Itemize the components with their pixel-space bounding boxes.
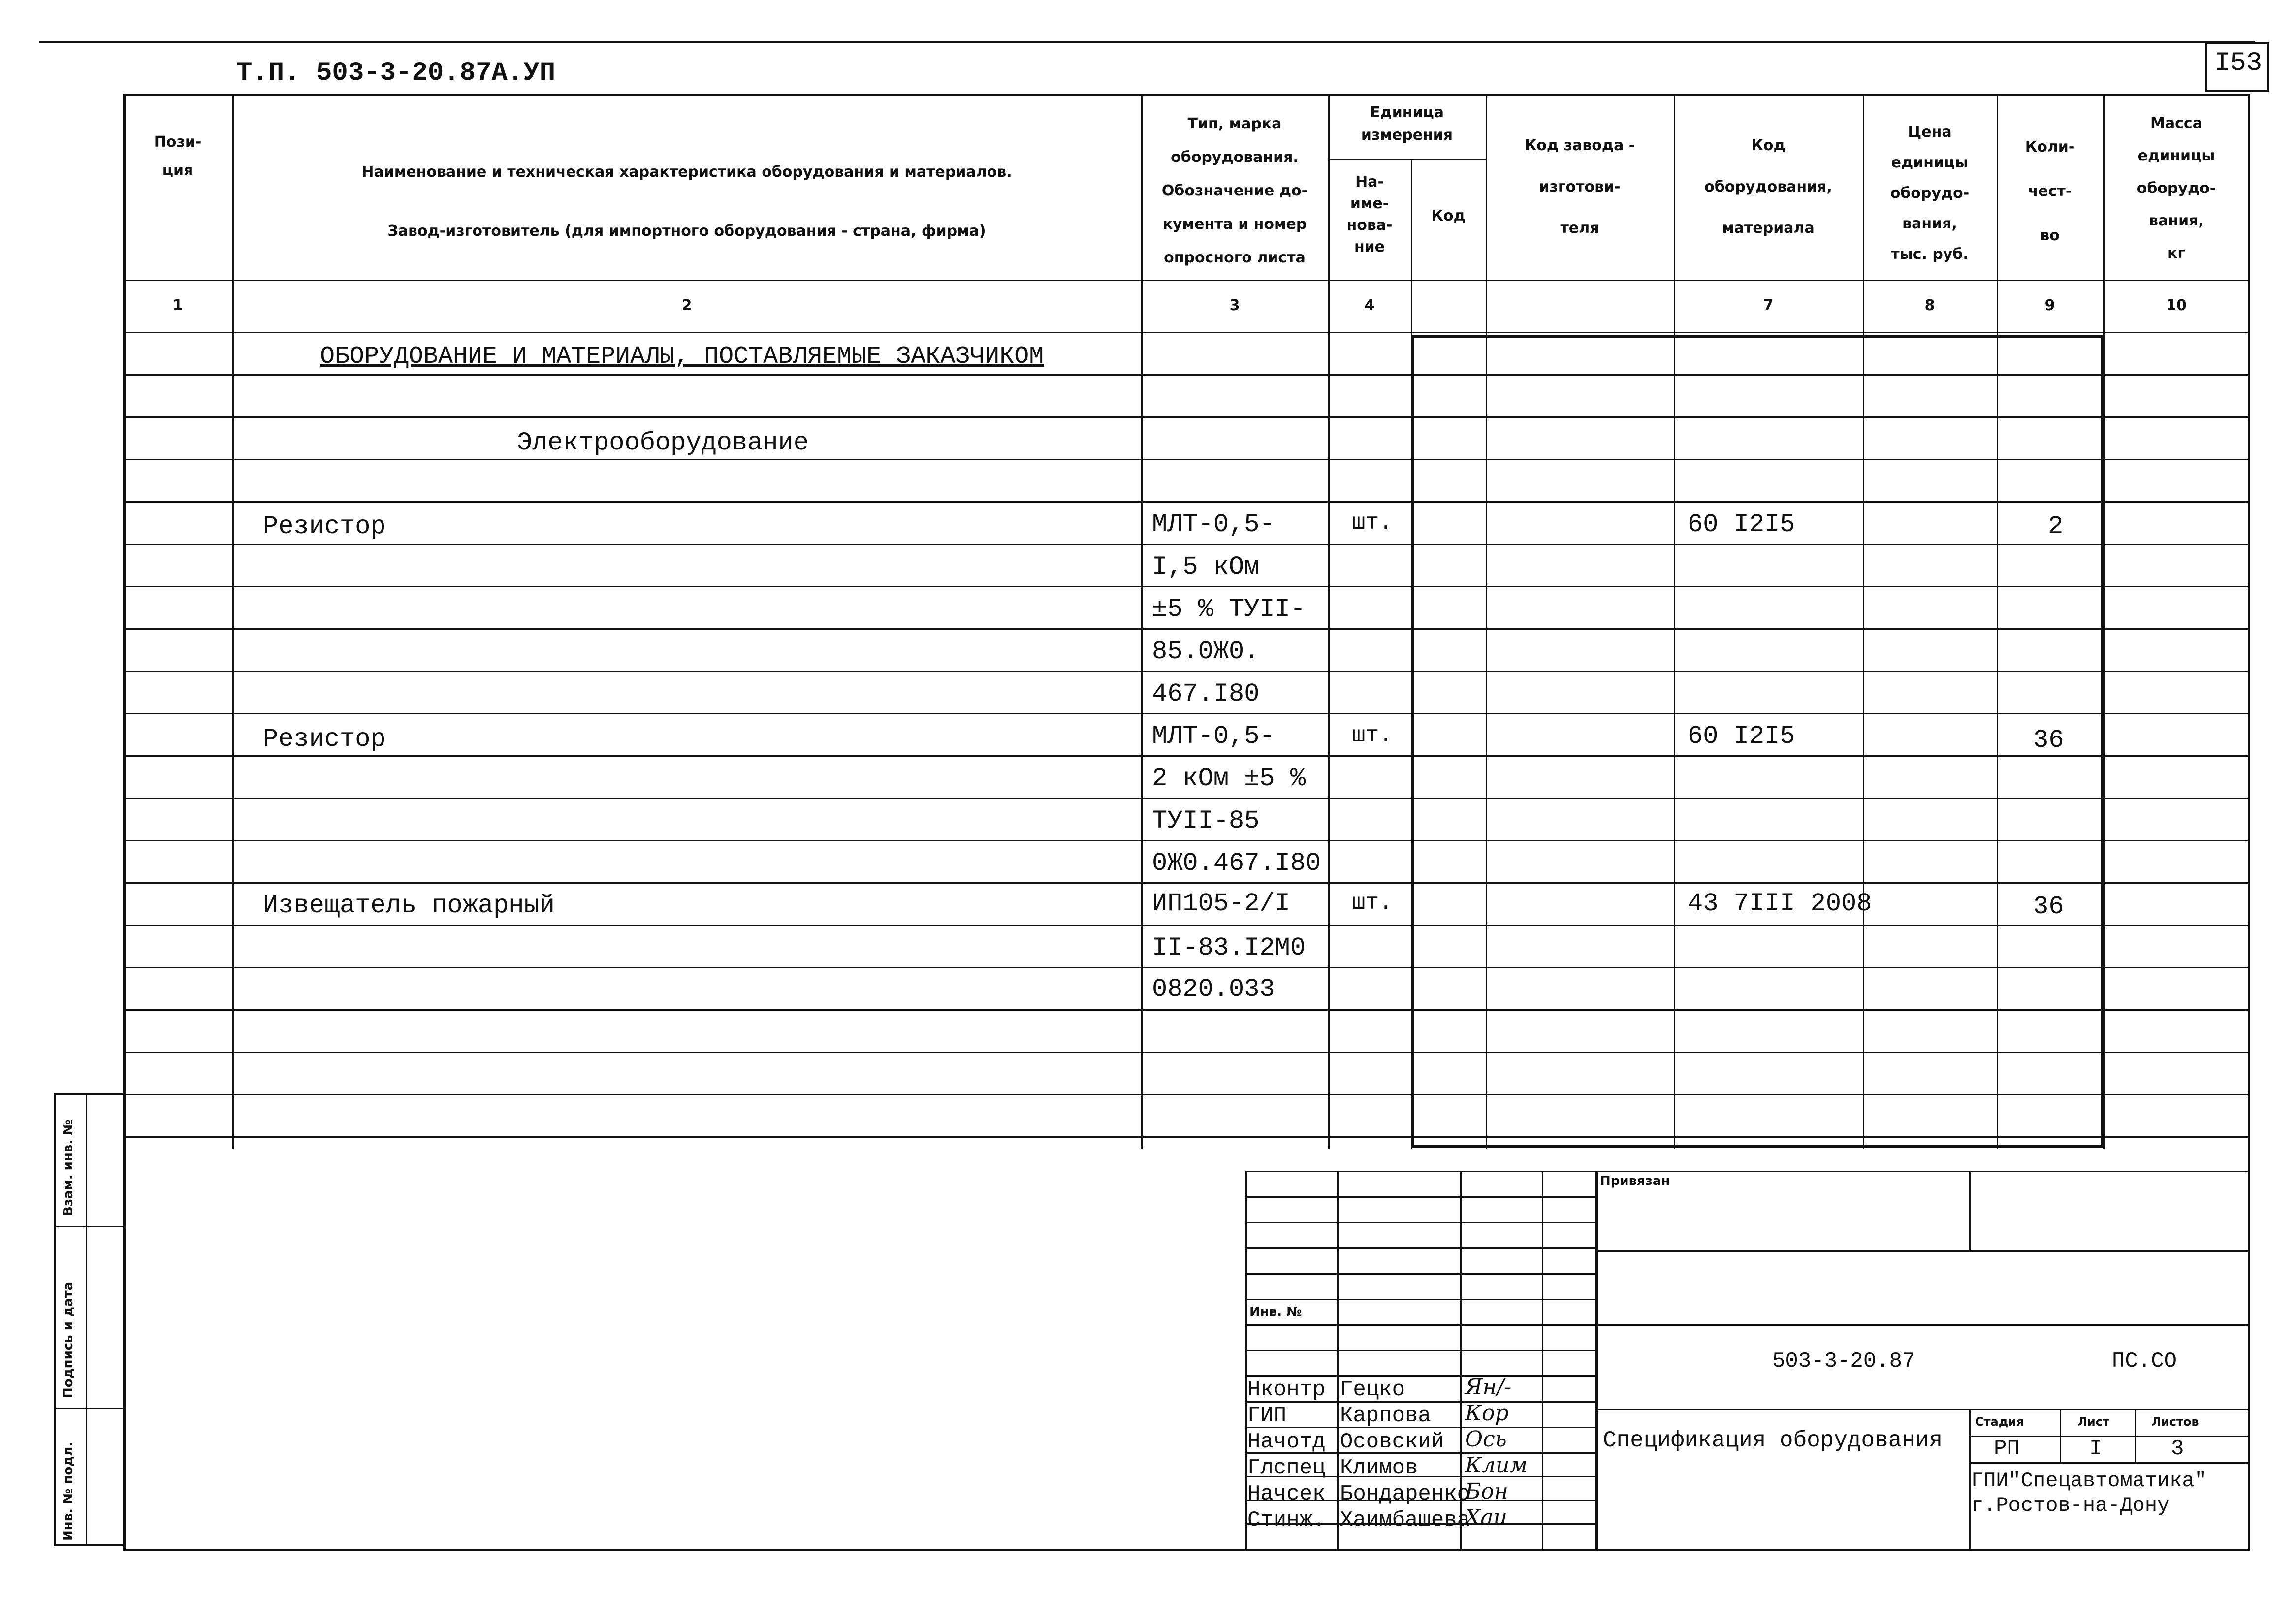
row-line (123, 501, 2250, 503)
row-line (123, 1094, 2250, 1095)
row-line (123, 1136, 2250, 1138)
title-block-line (1245, 1375, 1595, 1377)
signatory-role: Начсек (1247, 1482, 1326, 1506)
item-name: Резистор (263, 725, 386, 754)
top-rule (39, 41, 2255, 43)
row-line (123, 628, 2250, 630)
row-line (123, 586, 2250, 587)
signatory-name: Осовский (1340, 1430, 1444, 1454)
title-block-line (1245, 1299, 1595, 1300)
stage-value: РП (1994, 1437, 2020, 1461)
signatory-name: Карпова (1340, 1404, 1431, 1428)
page-number: I53 (2214, 48, 2263, 78)
hdr-price: Цена единицы оборудо- вания, тыс. руб. (1890, 124, 1970, 263)
signature: Хаи (1465, 1505, 1507, 1530)
hdr-equipment-code: Код оборудования, материала (1704, 137, 1832, 237)
signatory-name: Бондаренко (1340, 1482, 1470, 1506)
signature: Кор (1465, 1401, 1509, 1426)
row-line (123, 925, 2250, 926)
privyazan-label: Привязан (1600, 1174, 1670, 1188)
row-line (123, 671, 2250, 672)
hdr-name: Наименование и техническая характеристика оборудования и материалов. Завод-изготовитель (для импортного оборудования - страна, фирма) (361, 163, 1012, 240)
colnum-8: 8 (1924, 297, 1935, 314)
hdr-quantity: Коли- чест- во (2025, 138, 2075, 244)
doc-mark: ПС.СО (2112, 1349, 2177, 1374)
item-unit: шт. (1352, 723, 1393, 748)
row-line (123, 798, 2250, 799)
signatory-role: Стинж. (1247, 1508, 1326, 1533)
colnum-10: 10 (2166, 297, 2187, 314)
item-unit: шт. (1352, 890, 1393, 916)
row-line (123, 882, 2250, 884)
colnum-1: 1 (172, 297, 183, 314)
item-type: II-83.I2М0 (1152, 933, 1306, 962)
item-unit: шт. (1352, 510, 1393, 536)
colnum-9: 9 (2044, 297, 2055, 314)
hdr-factory-code: Код завода - изготови- теля (1524, 137, 1635, 237)
signatory-name: Климов (1340, 1456, 1418, 1480)
sheet-label: Лист (2077, 1415, 2109, 1429)
hdr-unit-group: Единица измерения (1361, 104, 1453, 144)
colnum-3: 3 (1229, 297, 1240, 314)
hdr-unit-code: Код (1431, 207, 1466, 224)
title-block-line (1245, 1222, 1595, 1223)
signatory-role: ГИП (1247, 1404, 1287, 1428)
row-line (123, 713, 2250, 714)
doc-code: 503-3-20.87 (1772, 1349, 1915, 1374)
signatory-role: Начотд (1247, 1430, 1326, 1454)
title-block-line (1245, 1196, 1595, 1198)
item-type: I,5 кОм (1152, 552, 1260, 581)
colnum-7: 7 (1763, 297, 1774, 314)
row-line (123, 755, 2250, 757)
row-line (123, 374, 2250, 376)
item-type: 85.0Ж0. (1152, 637, 1260, 666)
colnum-4: 4 (1364, 297, 1375, 314)
sheets-label: Листов (2151, 1415, 2199, 1429)
signatory-name: Хаимбашева (1340, 1508, 1470, 1533)
side-label-inv-orig: Инв. № подл. (61, 1441, 76, 1541)
item-type: МЛТ-0,5- (1152, 510, 1275, 539)
signatory-role: Нконтр (1247, 1377, 1326, 1402)
stage-label: Стадия (1975, 1415, 2024, 1429)
item-qty: 36 (2033, 726, 2064, 755)
signature: Клим (1465, 1453, 1528, 1478)
title-block-line (1245, 1324, 1595, 1326)
item-type: МЛТ-0,5- (1152, 722, 1275, 751)
row-line (123, 1009, 2250, 1011)
side-label-signature-date: Подпись и дата (61, 1281, 76, 1398)
item-type: ИП105-2/I (1152, 889, 1290, 918)
hdr-position: Пози- ция (154, 133, 202, 179)
signatory-name: Гецко (1340, 1377, 1405, 1402)
signature: Бон (1465, 1479, 1508, 1504)
title-block-line (1245, 1273, 1595, 1275)
subsection-heading: Электрооборудование (517, 428, 809, 457)
row-line (123, 840, 2250, 841)
document-code-top: Т.П. 503-3-20.87А.УП (236, 58, 556, 88)
row-line (123, 544, 2250, 545)
row-line (123, 1052, 2250, 1053)
row-line (123, 459, 2250, 460)
hdr-type: Тип, марка оборудования. Обозначение до- кумента и номер опросного листа (1161, 115, 1308, 266)
item-type: 0Ж0.467.I80 (1152, 849, 1321, 878)
sheets-value: 3 (2171, 1437, 2184, 1461)
org-line-1: ГПИ"Спецавтоматика" (1971, 1469, 2207, 1493)
row-line (123, 967, 2250, 968)
inv-no-label: Инв. № (1249, 1305, 1302, 1319)
org-line-2: г.Ростов-на-Дону (1971, 1494, 2170, 1517)
item-type: ТУII-85 (1152, 806, 1260, 835)
item-type: 467.I80 (1152, 679, 1260, 708)
hdr-unit-name: На- име- нова- ние (1346, 173, 1393, 256)
doc-title: Спецификация оборудования (1603, 1428, 1943, 1453)
title-block-line (1245, 1247, 1595, 1249)
item-code: 60 I2I5 (1688, 510, 1795, 539)
row-line (123, 416, 2250, 418)
colnum-2: 2 (681, 297, 692, 314)
section-heading: ОБОРУДОВАНИЕ И МАТЕРИАЛЫ, ПОСТАВЛЯЕМЫЕ ЗАКАЗЧИКОМ (320, 343, 1044, 371)
item-name: Резистор (263, 512, 386, 541)
item-qty: 2 (2048, 512, 2064, 541)
signatory-role: Глспец (1247, 1456, 1326, 1480)
signature: Ян/- (1465, 1375, 1512, 1400)
sheet-value: I (2089, 1437, 2103, 1461)
signature: Ось (1465, 1427, 1507, 1452)
item-qty: 36 (2033, 892, 2064, 921)
item-code: 43 7III 2008 (1688, 889, 1872, 918)
item-code: 60 I2I5 (1688, 722, 1795, 751)
item-name: Извещатель пожарный (263, 891, 555, 920)
hdr-mass: Масса единицы оборудо- вания, кг (2137, 115, 2216, 262)
title-block-line (1245, 1350, 1595, 1351)
side-label-replace-inv: Взам. инв. № (61, 1119, 76, 1216)
item-type: 2 кОм ±5 % (1152, 764, 1306, 793)
item-type: 0820.033 (1152, 975, 1275, 1004)
item-type: ±5 % ТУII- (1152, 595, 1306, 624)
